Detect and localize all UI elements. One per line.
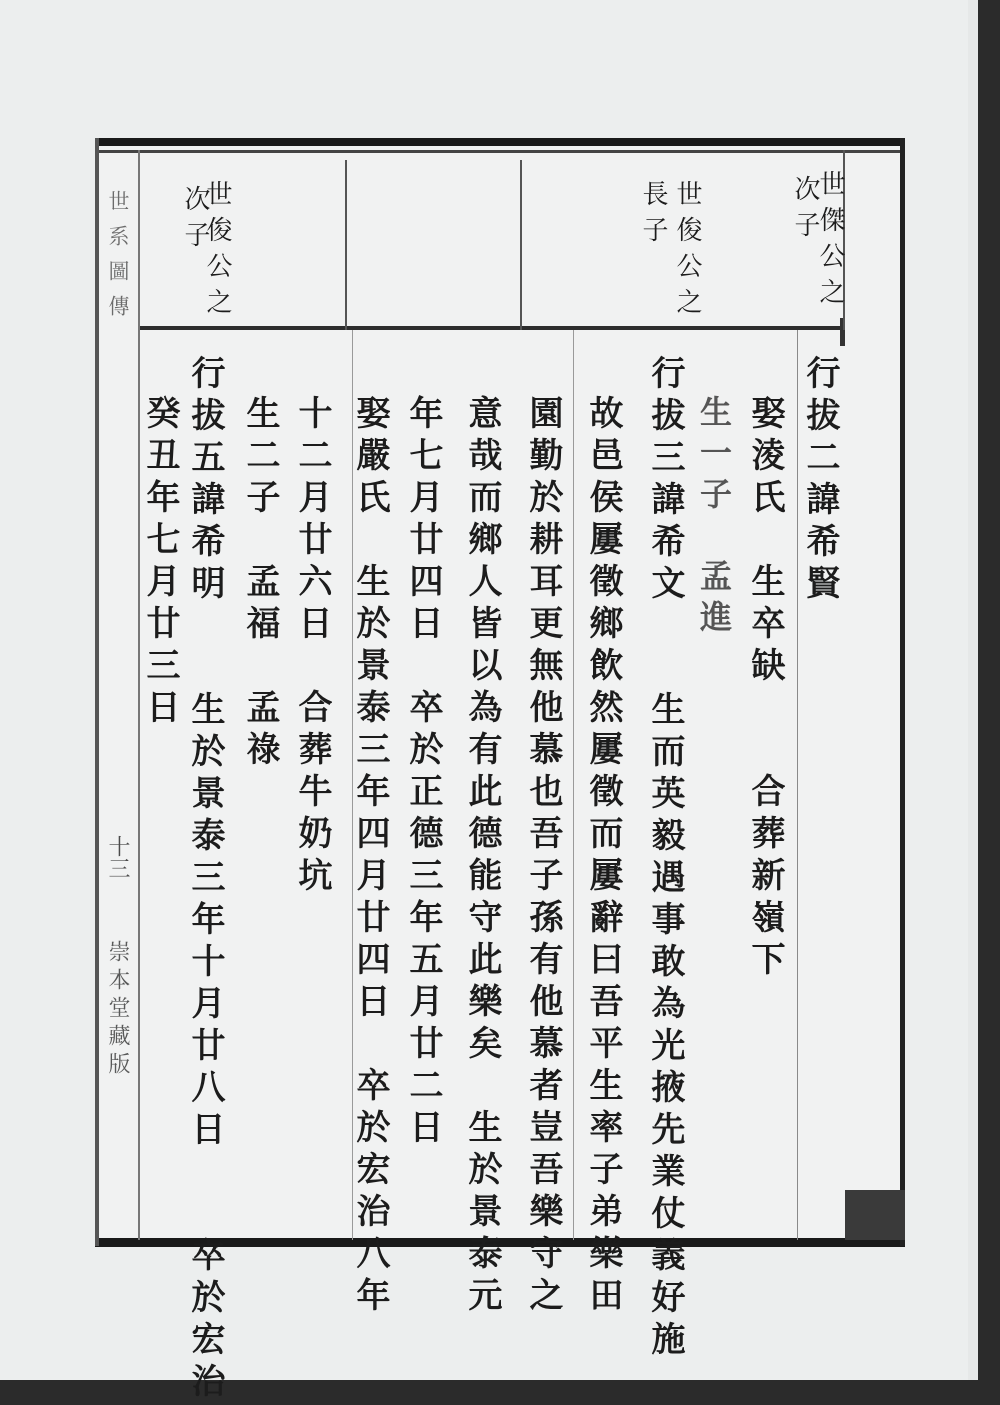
frame-top-border: [95, 138, 905, 146]
text-column: 故邑侯屢徵鄉飲然屢徵而屢辭曰吾平生率子弟樂田: [583, 395, 623, 1319]
text-column: 行拔五諱希明 生於景泰三年十月廿八日 卒於宏治: [185, 355, 225, 1405]
page-number: 十三: [105, 835, 130, 879]
text-column: 意哉而鄉人皆以為有此德能守此樂矣 生於景泰元: [462, 395, 502, 1319]
text-column: 行拔二諱希賢: [800, 355, 840, 607]
margin-title: 世系圖傳: [106, 190, 130, 330]
text-column: 生二子 孟福 孟祿: [240, 395, 280, 773]
header-cell-divider: [520, 160, 522, 330]
column-rule: [573, 330, 574, 1240]
header-relation: 次子: [180, 185, 210, 257]
margin-column: [102, 160, 134, 1230]
text-column: 生一子 孟進: [695, 395, 733, 641]
text-column: 行拔三諱希文 生而英毅遇事敢為光掖先業仗義好施: [645, 355, 685, 1363]
header-cell-divider: [345, 160, 347, 330]
header-relation: 次子: [790, 175, 820, 247]
column-rule: [797, 330, 798, 1240]
header-divider: [140, 326, 840, 330]
text-column: 十二月廿六日 合葬牛奶坑: [292, 395, 332, 899]
text-column: 癸丑年七月廿三日: [140, 395, 180, 731]
text-column: 娶淩氏 生卒缺 合葬新嶺下: [745, 395, 785, 983]
scan-shadow: [845, 1190, 905, 1240]
frame-right-border: [900, 138, 905, 1246]
text-column: 年七月廿四日 卒於正德三年五月廿二日: [403, 395, 443, 1151]
text-column: 娶嚴氏 生於景泰三年四月廿四日 卒於宏治八年: [350, 395, 390, 1319]
hall-name: 崇本堂藏版: [105, 940, 130, 1080]
frame-top-inner-border: [95, 150, 905, 153]
header-name: 世俊公之: [202, 180, 232, 324]
frame-left-border: [95, 138, 99, 1246]
text-column: 園勤於耕耳更無他慕也吾子孫有他慕者豈吾樂守之: [523, 395, 563, 1319]
header-name: 世傑公之: [815, 170, 845, 314]
header-name: 世俊公之: [672, 180, 702, 324]
header-relation: 長子: [638, 180, 668, 252]
